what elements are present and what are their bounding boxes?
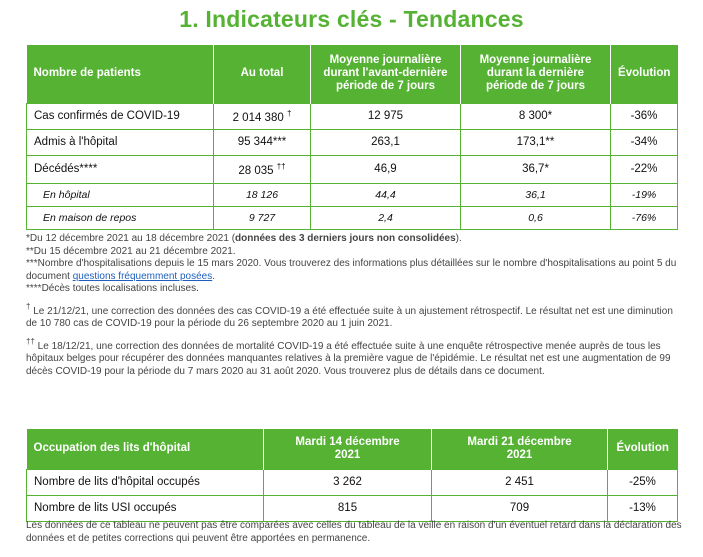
header-prev-week: Moyenne journalière durant l'avant-dernière période de 7 jours [311, 45, 461, 103]
table-row [27, 103, 678, 129]
row-date-1: 3 262 [264, 469, 432, 495]
beds-table [26, 429, 678, 522]
row-last: 36,7* [461, 155, 611, 183]
row-last: 36,1 [461, 183, 611, 206]
row-label: Admis à l'hôpital [27, 129, 214, 155]
row-label: Nombre de lits d'hôpital occupés [27, 469, 264, 495]
header-patients: Nombre de patients [27, 45, 214, 103]
row-evolution: -22% [611, 155, 678, 183]
row-date-1: 815 [264, 495, 432, 521]
table-row [27, 155, 678, 183]
row-evolution: -19% [611, 183, 678, 206]
note-6: †† Le 18/12/21, une correction des données de mortalité COVID-19 a été effectuée suite à une enquête rétrospective menée auprès de tous les hôpitaux belges pour récupérer des données manquantes relatives à la première vague de l'épidémie. Le résultat net est une augmentation de 99 décès COVID-19 pour la période du 7 mars 2020 au 31 août 2020. Vous trouverez plus de détails dans ce document. [26, 336, 671, 377]
row-last: 0,6 [461, 206, 611, 229]
row-evolution: -25% [608, 469, 678, 495]
row-date-2: 709 [432, 495, 608, 521]
double-dagger-mark: †† [276, 161, 286, 171]
note-5: † Le 21/12/21, une correction des données des cas COVID-19 a été effectuée suite à un ajustement rétrospectif. Le résultat net est une diminution de 10 780 cas de COVID-19 pour la période du 26 septembre 2020 au 1 juin 2021. [26, 301, 673, 329]
note-4: ****Décès toutes localisations incluses. [26, 283, 199, 294]
page-title: 1. Indicateurs clés - Tendances [179, 6, 524, 32]
faq-link[interactable]: questions fréquemment posées [72, 270, 213, 282]
row-prev: 263,1 [311, 129, 461, 155]
row-prev: 44,4 [311, 183, 461, 206]
row-total: 95 344*** [214, 129, 311, 155]
row-last: 173,1** [461, 129, 611, 155]
row-label: Cas confirmés de COVID-19 [27, 103, 214, 129]
row-total: 28 035 †† [214, 155, 311, 183]
row-total: 2 014 380 † [214, 103, 311, 129]
note-2: **Du 15 décembre 2021 au 21 décembre 2021. [26, 245, 236, 257]
row-prev: 12 975 [311, 103, 461, 129]
row-label: En maison de repos [27, 206, 214, 229]
header-total: Au total [214, 45, 311, 103]
header-beds: Occupation des lits d'hôpital [27, 429, 264, 469]
note-3: ***Nombre d'hospitalisations depuis le 15 mars 2020. Vous trouverez des informations plus détaillées sur le nombre d'hospitalisations au point 5 du document questions fréquemment posées. [26, 258, 677, 282]
row-prev: 46,9 [311, 155, 461, 183]
row-total: 9 727 [214, 206, 311, 229]
table-row [27, 469, 678, 495]
footnotes [26, 233, 681, 378]
header-last-week: Moyenne journalière durant la dernière période de 7 jours [461, 45, 611, 103]
note-1: *Du 12 décembre 2021 au 18 décembre 2021 (données des 3 derniers jours non consolidées). [26, 233, 462, 244]
table-row [27, 183, 678, 206]
row-prev: 2,4 [311, 206, 461, 229]
row-last: 8 300* [461, 103, 611, 129]
row-evolution: -34% [611, 129, 678, 155]
table-footnote: Les données de ce tableau ne peuvent pas être comparées avec celles du tableau de la veille en raison d'un éventuel retard dans la déclaration des données et de petites corrections qui peuvent être apportées en permanence. [26, 520, 682, 544]
row-date-2: 2 451 [432, 469, 608, 495]
table-row [27, 129, 678, 155]
table-row [27, 495, 678, 521]
header-date-1: Mardi 14 décembre 2021 [264, 429, 432, 469]
row-evolution: -36% [611, 103, 678, 129]
row-evolution: -76% [611, 206, 678, 229]
header-date-2: Mardi 21 décembre 2021 [432, 429, 608, 469]
row-label: Nombre de lits USI occupés [27, 495, 264, 521]
row-label: Décédés**** [27, 155, 214, 183]
table-row [27, 206, 678, 229]
row-total: 18 126 [214, 183, 311, 206]
row-label: En hôpital [27, 183, 214, 206]
header-evolution: Évolution [608, 429, 678, 469]
row-evolution: -13% [608, 495, 678, 521]
patients-table [26, 45, 678, 230]
header-evolution: Évolution [611, 45, 678, 103]
dagger-mark: † [286, 108, 292, 118]
